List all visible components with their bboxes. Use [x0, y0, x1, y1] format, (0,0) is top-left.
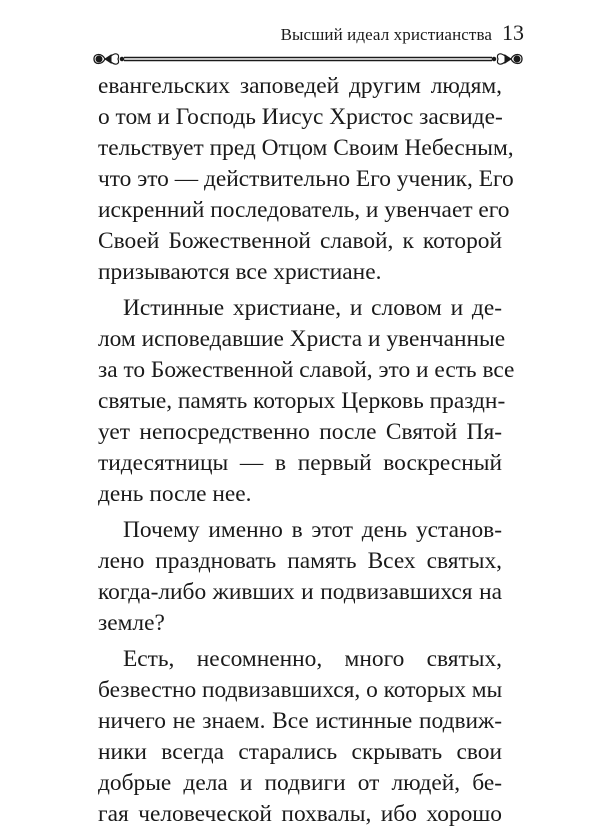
paragraph-1 [98, 71, 514, 288]
text-line: ники всегда старались скрывать свои [98, 739, 502, 765]
text-line: ует непосредственно после Святой Пя- [98, 419, 502, 445]
text-line: что это — действительно Его ученик, Его [98, 166, 514, 192]
text-line: земле? [98, 610, 165, 636]
running-header [96, 20, 524, 50]
text-line: день после нее. [98, 481, 252, 507]
text-line: Истинные христиане, и словом и де- [123, 295, 502, 321]
running-title: Высший идеал христианства [280, 25, 492, 44]
paragraph-2 [98, 293, 515, 510]
text-line: Своей Божественной славой, к которой [98, 228, 502, 254]
text-line: тельствует пред Отцом Своим Небесным, [98, 135, 514, 161]
text-line: Есть, несомненно, много святых, [123, 646, 502, 672]
text-line: лом исповедавшие Христа и увенчанные [98, 326, 506, 352]
text-line: искренний последователь, и увенчает его [98, 197, 510, 223]
body-text [98, 71, 515, 835]
text-line: святые, память которых Церковь праздн- [98, 388, 506, 414]
text-line: ничего не знаем. Все истинные подвиж- [98, 708, 502, 734]
text-line: за то Божественной славой, это и есть все [98, 357, 515, 383]
page-number: 13 [502, 20, 524, 45]
text-line: Почему именно в этот день установ- [123, 517, 502, 543]
text-line: призываются все христиане. [98, 259, 382, 285]
text-line: добрые дела и подвиги от людей, бе- [98, 770, 502, 796]
text-line: о том и Господь Иисус Христос засвиде- [98, 104, 503, 130]
text-line: гая человеческой похвалы, ибо хорошо [98, 801, 502, 827]
text-line: безвестно подвизавшихся, о которых мы [98, 677, 503, 703]
text-line: когда-либо живших и подвизавшихся на [98, 579, 502, 605]
paragraph-4 [98, 644, 502, 830]
text-line: евангельских заповедей другим людям, [98, 73, 502, 99]
text-line: тидесятницы — в первый воскресный [98, 450, 502, 476]
paragraph-3 [98, 515, 502, 639]
ornamental-rule-icon [92, 48, 524, 70]
text-line: лено праздновать память Всех святых, [98, 548, 502, 574]
